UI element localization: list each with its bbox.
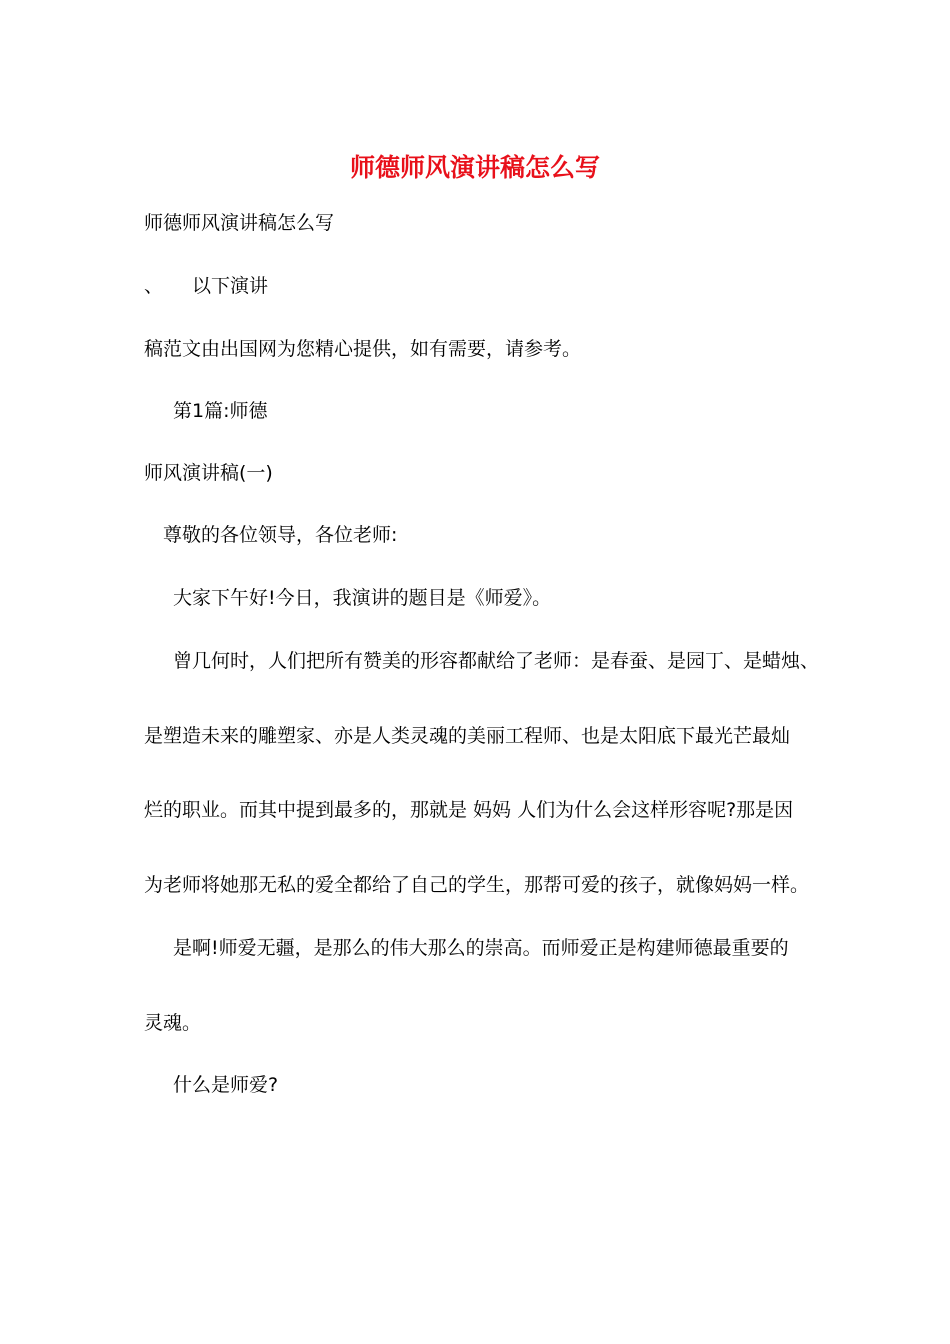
note-text-1: 以下演讲 — [192, 275, 269, 297]
chapter-heading-line-1: 第1篇:师德 — [173, 400, 268, 422]
paragraph-line: 烂的职业。而其中提到最多的，那就是 妈妈 人们为什么会这样形容呢?那是因 — [144, 799, 794, 821]
paragraph-line: 曾几何时，人们把所有赞美的形容都献给了老师：是春蚕、是园丁、是蜡烛、 — [173, 650, 820, 672]
question-line: 什么是师爱? — [173, 1074, 279, 1096]
opening-line: 大家下午好!今日，我演讲的题目是《师爱》。 — [173, 587, 552, 609]
paragraph-line: 为老师将她那无私的爱全都给了自己的学生，那帮可爱的孩子，就像妈妈一样。 — [144, 874, 810, 896]
document-title: 师德师风演讲稿怎么写 — [349, 153, 600, 182]
document-subtitle: 师德师风演讲稿怎么写 — [144, 212, 335, 234]
paragraph-line: 灵魂。 — [144, 1012, 202, 1034]
paragraph-line: 是啊!师爱无疆，是那么的伟大那么的崇高。而师爱正是构建师德最重要的 — [173, 937, 789, 959]
greeting: 尊敬的各位领导，各位老师: — [163, 524, 398, 546]
chapter-heading-line-2: 师风演讲稿(一) — [144, 462, 273, 484]
note-line-1 — [144, 272, 268, 300]
note-bullet: 、 — [144, 275, 164, 297]
note-line-2: 稿范文由出国网为您精心提供，如有需要，请参考。 — [144, 338, 582, 360]
paragraph-line: 是塑造未来的雕塑家、亦是人类灵魂的美丽工程师、也是太阳底下最光芒最灿 — [144, 725, 791, 747]
